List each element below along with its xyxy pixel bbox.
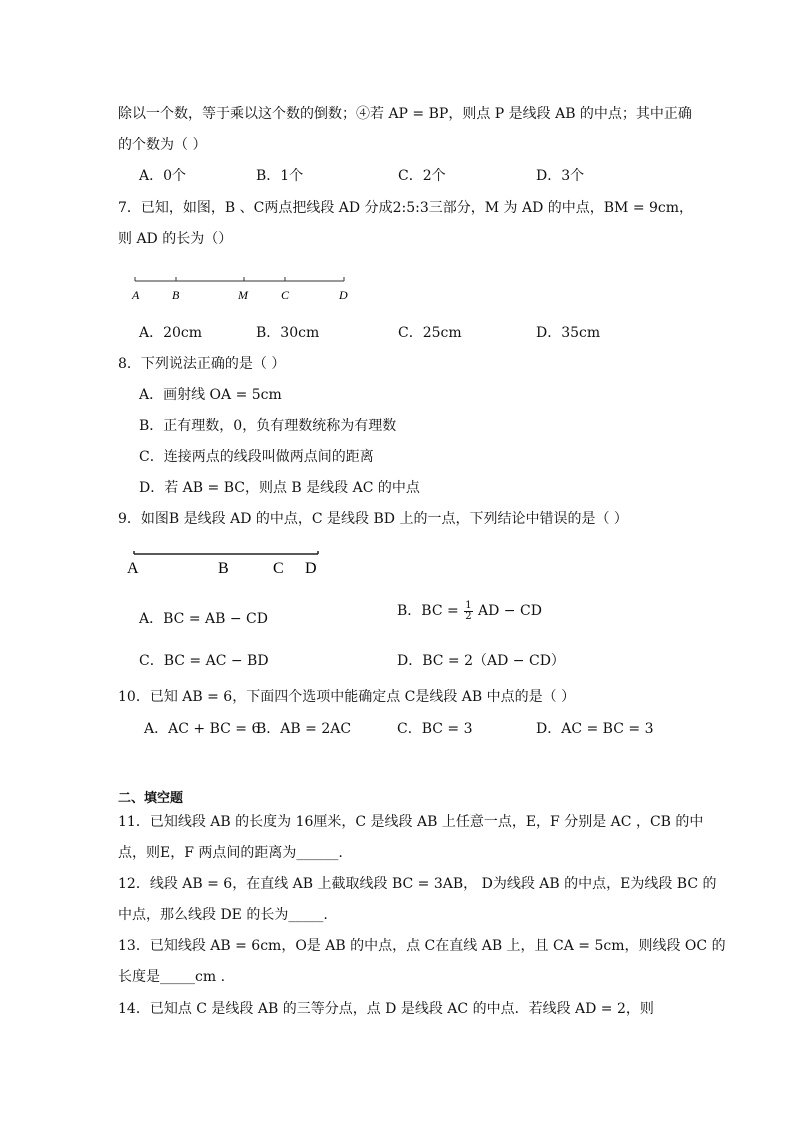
- q7-line-2: 则 AD 的长为（）: [118, 231, 233, 247]
- q6-line-2: 的个数为（ ）: [118, 137, 207, 153]
- q6-option-c: C．2个: [398, 168, 446, 184]
- q8-option-a: A．画射线 OA = 5cm: [139, 387, 282, 403]
- q7-option-d: D．35cm: [536, 325, 601, 341]
- q9-option-b-fraction: [464, 601, 472, 622]
- q10-option-a: A．AC + BC = 6: [144, 721, 261, 737]
- q8-option-b: B．正有理数，0，负有理数统称为有理数: [139, 418, 397, 434]
- q13-line-1: 13．已知线段 AB = 6cm，O是 AB 的中点，点 C在直线 AB 上，且 CA = 5cm，则线段 OC 的: [118, 938, 726, 954]
- section-2-title: 二、填空题: [118, 791, 184, 806]
- q8-option-d: D．若 AB = BC，则点 B 是线段 AC 的中点: [139, 480, 420, 496]
- q7-label-a: A: [132, 288, 140, 302]
- q13-line-2: 长度是_____cm .: [118, 969, 226, 985]
- q6-option-b: B．1个: [256, 168, 304, 184]
- q9-option-b-numerator: 1: [465, 599, 472, 611]
- q11-line-2: 点，则E，F 两点间的距离为______.: [118, 845, 343, 861]
- q9-label-d: D: [305, 560, 317, 577]
- q10-stem: 10．已知 AB = 6，下面四个选项中能确定点 C是线段 AB 中点的是（ ）: [118, 689, 576, 705]
- q7-segment-figure: [128, 268, 368, 308]
- q6-option-a: A．0个: [139, 168, 187, 184]
- q12-line-2: 中点，那么线段 DE 的长为_____.: [118, 907, 328, 923]
- q9-option-a: A．BC = AB − CD: [139, 611, 268, 627]
- q6-line-1: 除以一个数，等于乘以这个数的倒数；④若 AP = BP，则点 P 是线段 AB 的中点；其中正确: [118, 106, 692, 122]
- q12-line-1: 12．线段 AB = 6，在直线 AB 上截取线段 BC = 3AB， D为线段 AB 的中点，E为线段 BC 的: [118, 876, 717, 892]
- q9-option-b-denominator: 2: [465, 610, 472, 622]
- q7-line-1: 7．已知，如图，B 、C两点把线段 AD 分成2:5:3三部分，M 为 AD 的中点，BM = 9cm，: [118, 200, 694, 216]
- q7-label-c: C: [281, 288, 290, 302]
- q7-option-a: A．20cm: [139, 325, 203, 341]
- q11-line-1: 11．已知线段 AB 的长度为 16厘米，C 是线段 AB 上任意一点，E，F 分别是 AC ，CB 的中: [118, 814, 704, 830]
- q8-stem: 8．下列说法正确的是（ ）: [118, 356, 286, 372]
- q8-option-c: C．连接两点的线段叫做两点间的距离: [139, 449, 374, 465]
- q9-segment-figure: [122, 547, 332, 581]
- q9-option-c: C．BC = AC − BD: [139, 653, 269, 669]
- q10-option-b: B．AB = 2AC: [256, 721, 352, 737]
- q10-option-d: D．AC = BC = 3: [536, 721, 654, 737]
- q9-option-b-suffix: AD − CD: [478, 603, 542, 619]
- q6-option-d: D．3个: [536, 168, 585, 184]
- q9-option-b-prefix: B．BC =: [397, 603, 459, 619]
- q9-option-b: [397, 600, 542, 622]
- q9-label-c: C: [273, 560, 284, 577]
- q10-option-c: C．BC = 3: [397, 721, 473, 737]
- q7-label-b: B: [172, 288, 180, 302]
- q9-option-d: D．BC = 2（AD − CD）: [397, 653, 565, 669]
- q9-stem: 9．如图B 是线段 AD 的中点，C 是线段 BD 上的一点，下列结论中错误的是（ ）: [118, 511, 628, 527]
- q9-label-a: A: [127, 560, 139, 577]
- q7-option-b: B．30cm: [256, 325, 320, 341]
- q14-line-1: 14．已知点 C 是线段 AB 的三等分点，点 D 是线段 AC 的中点．若线段 AD = 2，则: [118, 1001, 654, 1017]
- q7-label-m: M: [238, 288, 248, 302]
- q7-label-d: D: [339, 288, 348, 302]
- q9-label-b: B: [218, 560, 229, 577]
- q7-option-c: C．25cm: [398, 325, 462, 341]
